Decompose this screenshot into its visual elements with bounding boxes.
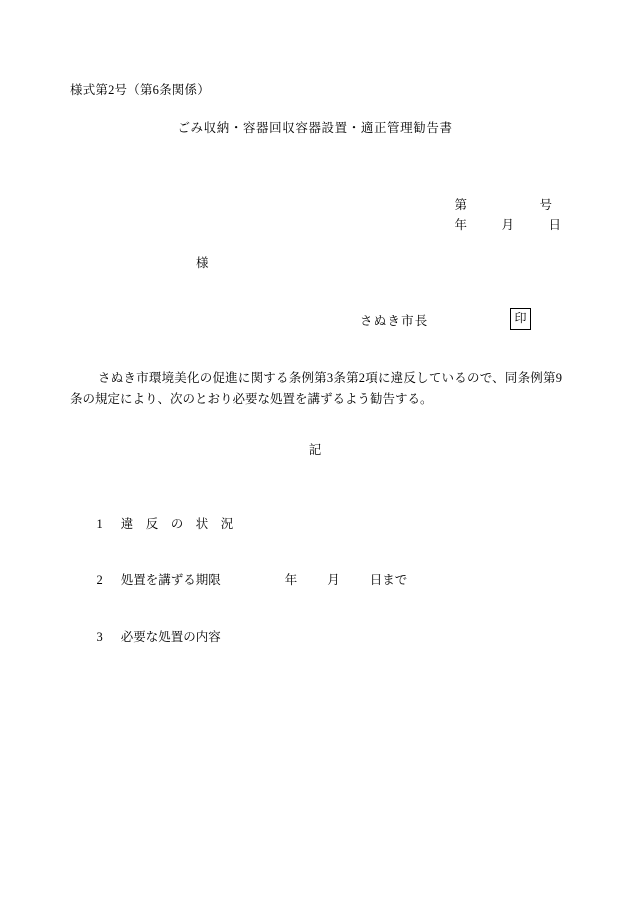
item-2-label: 処置を講ずる期限 bbox=[120, 573, 221, 587]
item-deadline bbox=[84, 555, 407, 603]
deadline-month-label: 月 bbox=[327, 573, 340, 587]
item-required-measures bbox=[84, 612, 221, 660]
date-month-label: 月 bbox=[501, 218, 515, 232]
issuer-name: さぬき市長 bbox=[360, 314, 429, 328]
addressee-honorific: 様 bbox=[196, 256, 209, 270]
item-3-label: 必要な処置の内容 bbox=[120, 630, 221, 644]
document-date-line bbox=[440, 200, 562, 248]
deadline-year-label: 年 bbox=[284, 573, 298, 587]
document-title: ごみ収納・容器回収容器設置・適正管理勧告書 bbox=[177, 121, 453, 135]
item-1-number: 1 bbox=[96, 517, 103, 531]
item-2-number: 2 bbox=[96, 573, 103, 587]
body-paragraph: さぬき市環境美化の促進に関する条例第3条第2項に違反しているので、同条例第9条の規定により、次のとおり必要な処置を講ずるよう勧告する。 bbox=[70, 371, 562, 406]
document-number-prefix: 第 bbox=[454, 198, 468, 212]
form-number: 様式第2号（第6条関係） bbox=[70, 83, 210, 97]
date-year-label: 年 bbox=[454, 218, 468, 232]
ki-mark: 記 bbox=[308, 443, 322, 457]
item-3-number: 3 bbox=[96, 630, 103, 644]
item-1-label: 違 反 の 状 況 bbox=[120, 517, 234, 531]
item-violation-status bbox=[84, 499, 233, 547]
seal-stamp-box: 印 bbox=[510, 308, 531, 330]
deadline-day-label: 日まで bbox=[369, 573, 408, 587]
date-day-label: 日 bbox=[548, 218, 562, 232]
document-number-suffix: 号 bbox=[539, 198, 553, 212]
